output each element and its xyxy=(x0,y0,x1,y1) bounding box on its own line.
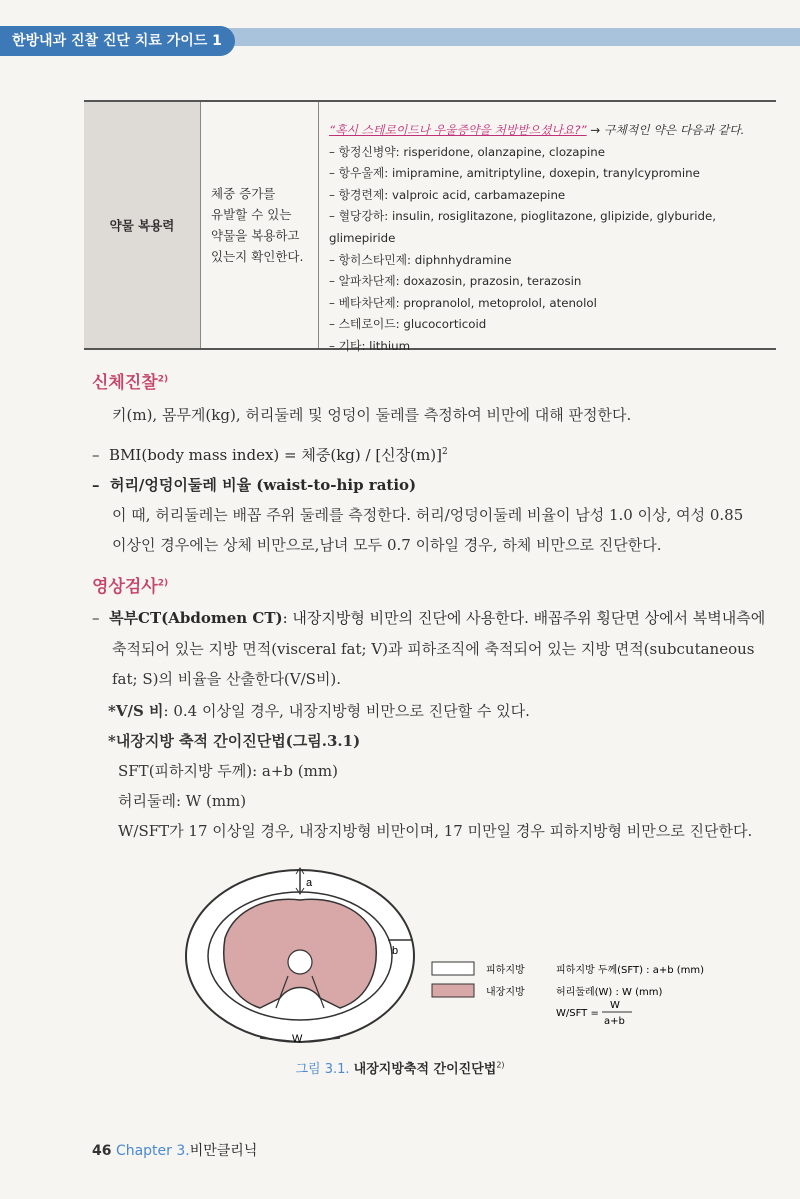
legend-visceral-label: 내장지방 xyxy=(486,987,525,998)
medication-table xyxy=(84,100,776,353)
physical-paragraph: 키(m), 몸무게(kg), 허리둘레 및 엉덩이 둘레를 측정하여 비만에 대해 판정한다. xyxy=(112,406,632,424)
drug-item: – 기타: lithium xyxy=(329,338,411,353)
spine-vertebra xyxy=(288,950,312,974)
desc-line: 유발할 수 있는 xyxy=(211,207,292,222)
drug-item: – 항경련제: valproic acid, carbamazepine xyxy=(329,187,566,202)
ct-cont-line: 축적되어 있는 지방 면적(visceral fat; V)과 피하조직에 축적되어 있는 지방 면적(subcutaneous xyxy=(112,640,755,658)
page-footer xyxy=(92,1140,257,1160)
drug-item: – 베타차단제: propranolol, metoprolol, atenolol xyxy=(329,295,597,310)
label-w: W xyxy=(292,1033,303,1045)
desc-line: 약물을 복용하고 xyxy=(211,228,300,243)
chapter-title: 비만클리닉 xyxy=(189,1143,258,1159)
label-a: a xyxy=(306,877,313,889)
intro-rest: → 구체적인 약은 다음과 같다. xyxy=(586,123,745,137)
simple-line: SFT(피하지방 두께): a+b (mm) xyxy=(118,762,338,780)
drug-item: – 스테로이드: glucocorticoid xyxy=(329,317,487,332)
ct-cont-line: fat; S)의 비율을 산출한다(V/S비). xyxy=(112,670,342,688)
ct-line: – 복부CT(Abdomen CT): 내장지방형 비만의 진단에 사용한다. 배꼽주위 횡단면 상에서 복벽내측에 xyxy=(92,609,766,627)
equation-ratio-left: W/SFT = xyxy=(556,1008,599,1019)
section-title-imaging: 영상검사$^{2)}$ xyxy=(92,577,169,597)
chapter-label: Chapter 3. xyxy=(115,1143,190,1159)
legend-subcutaneous-label: 피하지방 xyxy=(486,965,525,976)
intro-line xyxy=(329,120,776,142)
equation-sft: 피하지방 두께(SFT) : a+b (mm) xyxy=(556,965,705,976)
table-content xyxy=(319,102,776,353)
desc-line: 있는지 확인한다. xyxy=(211,249,304,264)
figure-caption: 그림 3.1. 내장지방축적 간이진단법$^{2)}$ xyxy=(295,1060,505,1077)
desc-line: 체중 증가를 xyxy=(211,186,276,201)
equation-ratio-num: W xyxy=(610,1000,620,1011)
intro-quote: “혹시 스테로이드나 우울증약을 처방받으셨나요?” xyxy=(329,123,587,137)
simple-line: 허리둘레: W (mm) xyxy=(118,792,247,810)
bmi-line: – BMI(body mass index) = 체중(kg) / [신장(m)]$^2$ xyxy=(92,446,448,464)
table-label: 약물 복용력 xyxy=(84,102,201,348)
page-number: 46 xyxy=(92,1143,112,1159)
simple-line: W/SFT가 17 이상일 경우, 내장지방형 비만이며, 17 미만일 경우 피하지방형 비만으로 진단한다. xyxy=(118,822,753,840)
vs-ratio-line: *V/S 비: 0.4 이상일 경우, 내장지방형 비만으로 진단할 수 있다. xyxy=(108,702,530,720)
drug-item: – 알파차단제: doxazosin, prazosin, terazosin xyxy=(329,274,582,289)
drug-item: – 항정신병약: risperidone, olanzapine, clozapine xyxy=(329,144,605,159)
label-b: b xyxy=(392,945,399,957)
legend-visceral-swatch xyxy=(432,984,474,997)
drug-item: – 혈당강하: insulin, rosiglitazone, pioglitazone, glipizide, glyburide, glimepiride xyxy=(329,209,717,245)
table-desc xyxy=(201,102,319,348)
simple-method-title: *내장지방 축적 간이진단법(그림.3.1) xyxy=(108,732,361,750)
whr-title: – 허리/엉덩이둘레 비율 (waist-to-hip ratio) xyxy=(92,476,417,494)
whr-line: 이상인 경우에는 상체 비만으로,남녀 모두 0.7 이하일 경우, 하체 비만으로 진단한다. xyxy=(112,536,662,554)
drug-item: – 항히스타민제: diphnhydramine xyxy=(329,252,512,267)
section-title-physical: 신체진찰$^{2)}$ xyxy=(92,373,169,393)
abdomen-diagram xyxy=(180,858,720,1058)
header-title: 한방내과 진찰 진단 치료 가이드 1 xyxy=(0,26,235,56)
drug-item: – 항우울제: imipramine, amitriptyline, doxepin, tranylcypromine xyxy=(329,166,700,181)
equation-ratio-den: a+b xyxy=(604,1016,625,1027)
equation-w: 허리둘레(W) : W (mm) xyxy=(556,987,663,998)
whr-line: 이 때, 허리둘레는 배꼽 주위 둘레를 측정한다. 허리/엉덩이둘레 비율이 남성 1.0 이상, 여성 0.85 xyxy=(112,506,744,524)
legend-subcutaneous-swatch xyxy=(432,962,474,975)
